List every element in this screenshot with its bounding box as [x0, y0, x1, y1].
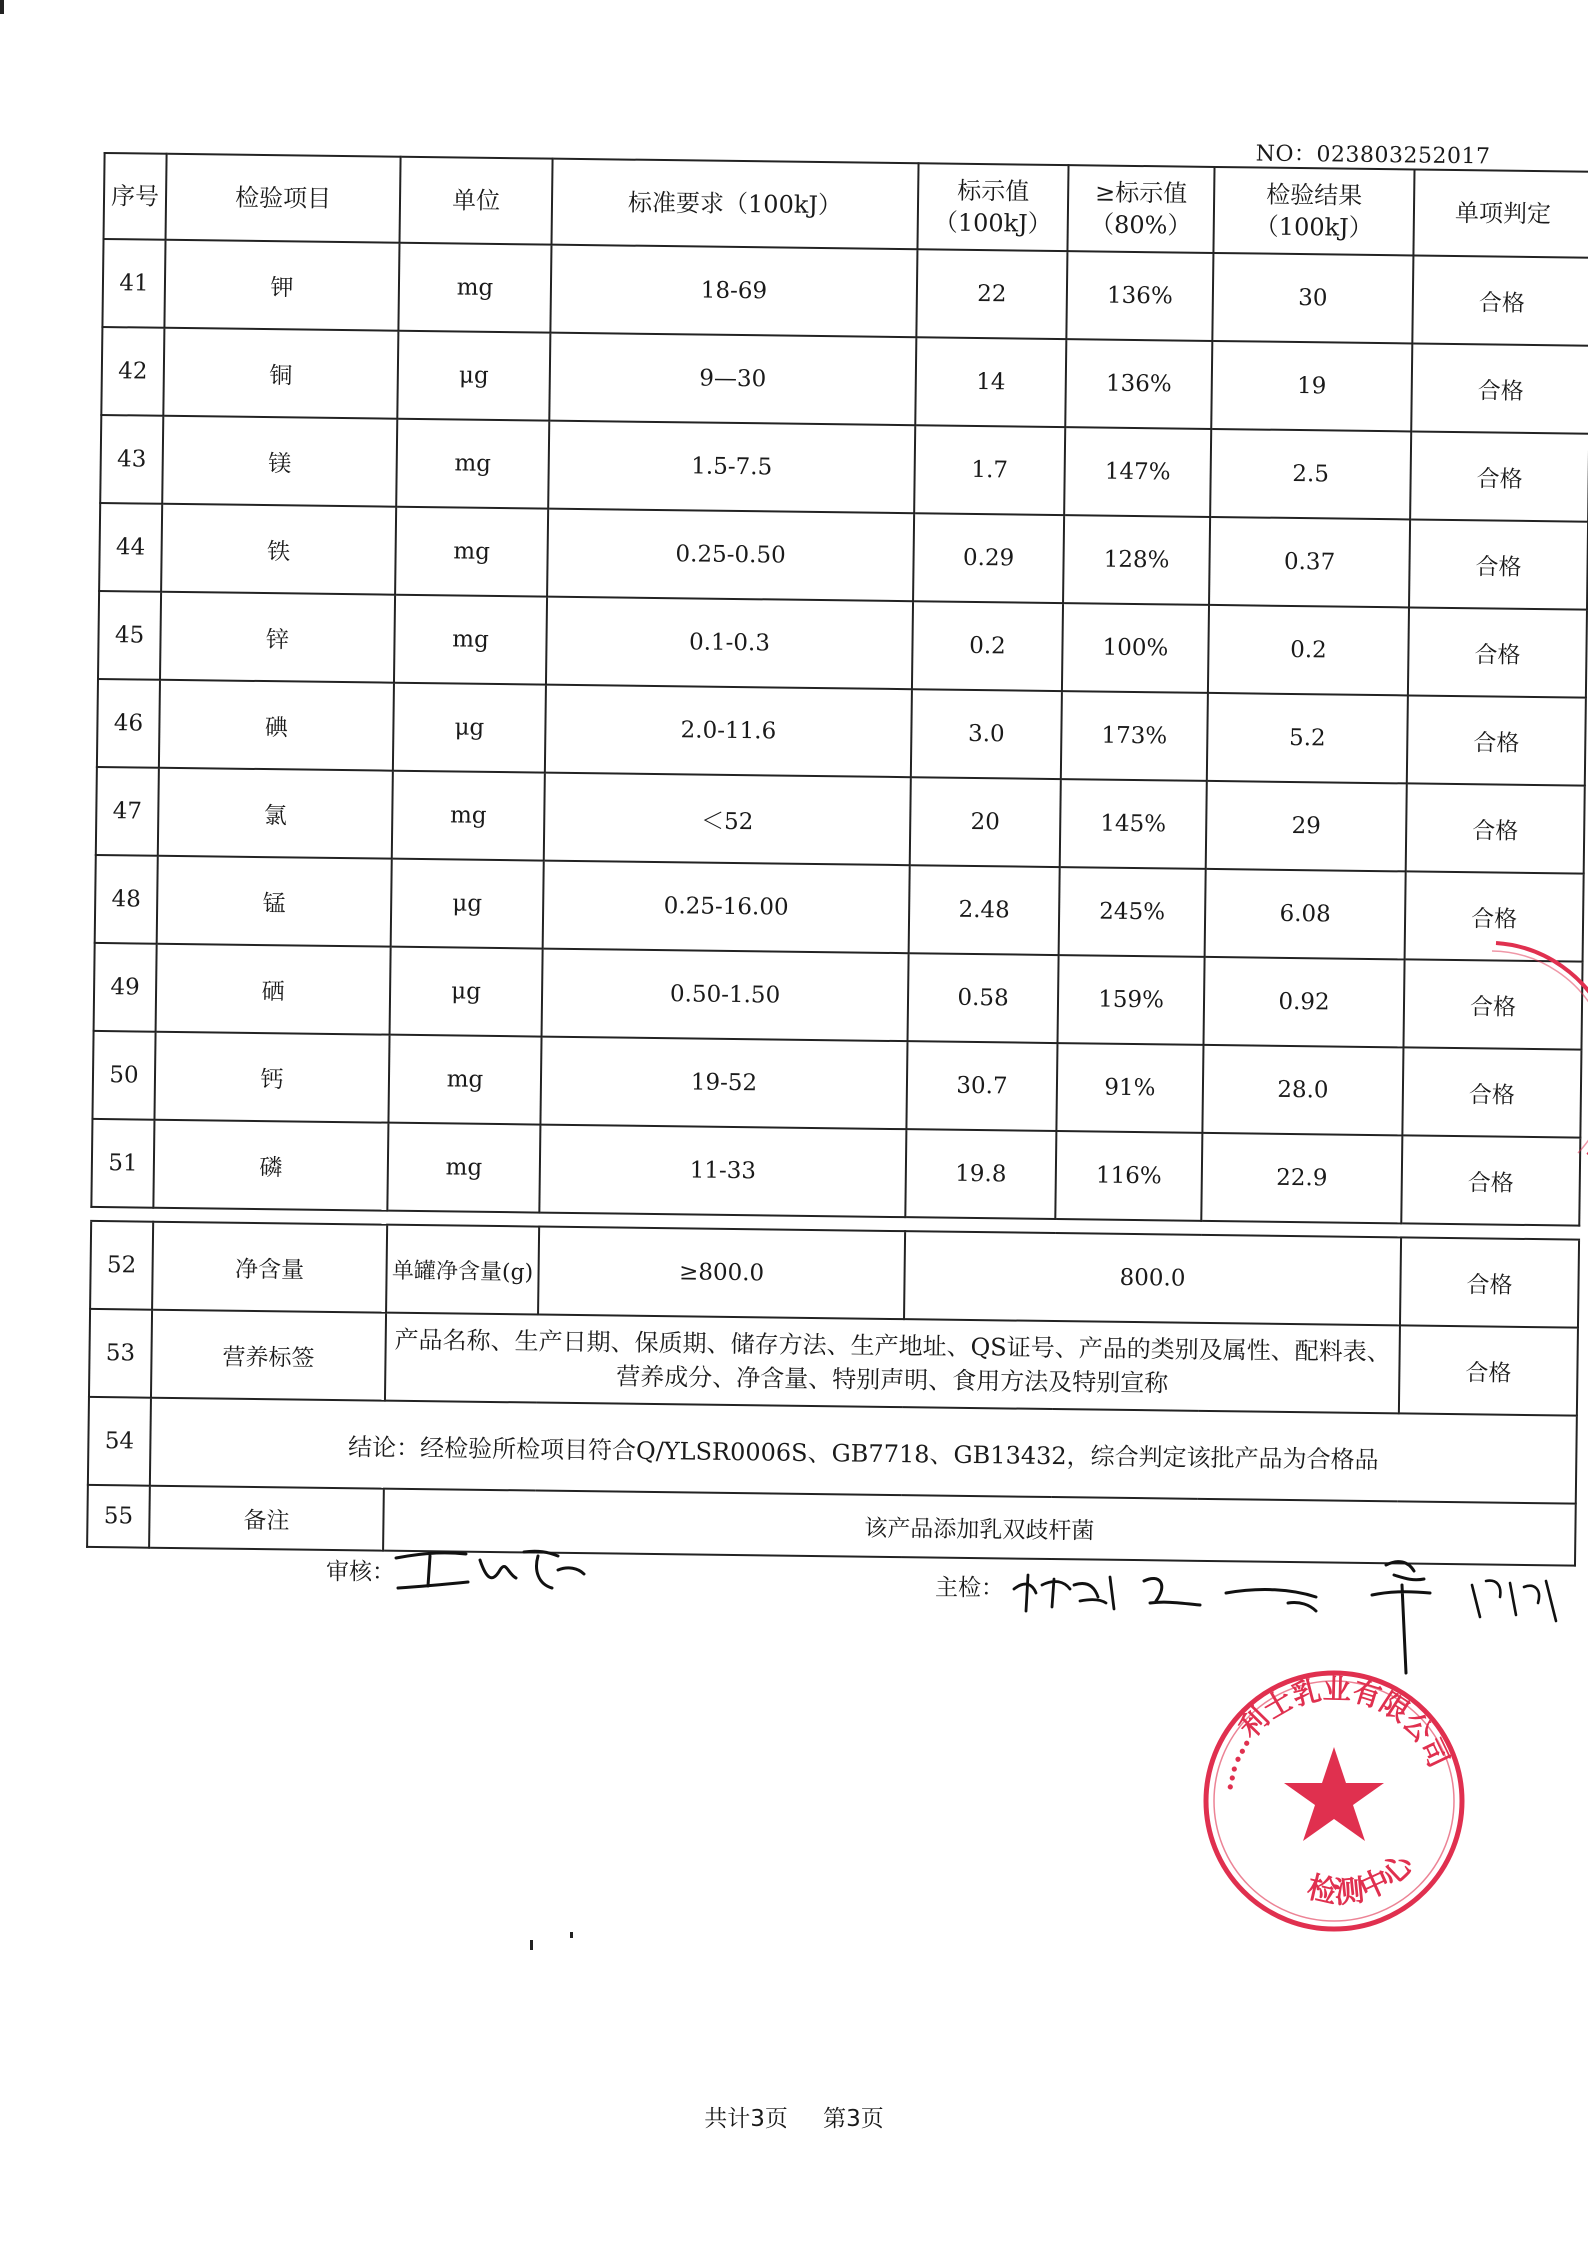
col-header: 标示值（100kJ） [917, 163, 1068, 251]
item-name: 镁 [162, 416, 397, 507]
conclusion-text: 结论：经检验所检项目符合Q/YLSR0006S、GB7718、GB13432，综合判定该批产品为合格品 [150, 1398, 1577, 1504]
percent-of-label: 159% [1058, 955, 1205, 1045]
unit: mg [387, 1123, 540, 1213]
inspection-table [86, 152, 1588, 1567]
report-number: NO：023803252017 [1255, 141, 1491, 170]
col-header: ≥标示值（80%） [1067, 165, 1214, 253]
row-number: 46 [97, 679, 160, 768]
label-value: 22 [916, 249, 1067, 339]
partial-stamp [1488, 935, 1588, 1165]
remark-text: 该产品添加乳双歧杆菌 [383, 1489, 1576, 1566]
item-name: 锌 [160, 592, 395, 683]
label-value: 30.7 [906, 1041, 1057, 1131]
percent-of-label: 116% [1055, 1131, 1202, 1221]
row-number: 49 [94, 943, 157, 1032]
unit: mg [395, 507, 548, 597]
row-number: 51 [91, 1119, 154, 1208]
percent-of-label: 145% [1060, 779, 1207, 869]
label-value: 0.29 [913, 513, 1064, 603]
verdict: 合格 [1408, 607, 1587, 697]
verdict: 合格 [1411, 343, 1588, 433]
standard: ≥800.0 [538, 1227, 905, 1320]
result: 28.0 [1202, 1045, 1403, 1136]
result: 22.9 [1201, 1133, 1402, 1224]
label-value: 2.48 [909, 865, 1060, 955]
inspection-table-sheet [86, 122, 1588, 1573]
reviewer-signature [388, 1530, 608, 1610]
row-number: 55 [87, 1485, 150, 1548]
col-header: 序号 [104, 153, 167, 240]
verdict: 合格 [1405, 871, 1584, 961]
verdict: 合格 [1409, 519, 1588, 609]
unit: mg [392, 771, 545, 861]
verdict: 合格 [1399, 1325, 1578, 1415]
percent-of-label: 147% [1064, 427, 1211, 517]
unit: mg [394, 595, 547, 685]
result: 800.0 [904, 1231, 1401, 1325]
percent-of-label: 245% [1059, 867, 1206, 957]
unit: 单罐净含量(g) [386, 1225, 539, 1315]
result: 29 [1206, 781, 1407, 872]
standard: 0.25-0.50 [547, 509, 914, 602]
verdict: 合格 [1412, 255, 1588, 345]
label-value: 19.8 [905, 1129, 1056, 1219]
standard: 0.50-1.50 [542, 949, 909, 1042]
row-number: 45 [98, 591, 161, 680]
unit: μg [390, 947, 543, 1037]
verdict: 合格 [1402, 1047, 1581, 1137]
verdict: 合格 [1401, 1135, 1580, 1225]
col-header: 单位 [400, 157, 553, 245]
item-name: 磷 [153, 1120, 388, 1211]
row-number: 42 [101, 327, 164, 416]
inspector-label: 主检： [935, 1575, 1004, 1601]
standard: 1.5-7.5 [548, 421, 915, 514]
result: 30 [1212, 253, 1413, 344]
scan-mark [570, 1932, 573, 1938]
col-header: 检验结果（100kJ） [1213, 167, 1414, 256]
result: 6.08 [1205, 869, 1406, 960]
stamp-text: ……利士乳业有限公司 [1206, 1672, 1456, 1794]
standard: 0.1-0.3 [546, 597, 913, 690]
standard: 19-52 [540, 1037, 907, 1130]
result: 2.5 [1210, 429, 1411, 520]
item-name: 营养标签 [151, 1310, 386, 1401]
label-value: 1.7 [914, 425, 1065, 515]
standard: 11-33 [539, 1125, 906, 1218]
row-number: 52 [90, 1221, 153, 1310]
standard: ＜52 [544, 773, 911, 866]
label-value: 3.0 [911, 689, 1062, 779]
standard: 2.0-11.6 [545, 685, 912, 778]
scan-mark [530, 1940, 533, 1950]
item-name: 钾 [164, 240, 399, 331]
result: 0.37 [1209, 517, 1410, 608]
percent-of-label: 91% [1056, 1043, 1203, 1133]
verdict: 合格 [1406, 783, 1585, 873]
verdict: 合格 [1410, 431, 1588, 521]
percent-of-label: 173% [1061, 691, 1208, 781]
col-header: 检验项目 [166, 154, 401, 243]
percent-of-label: 128% [1063, 515, 1210, 605]
label-value: 0.58 [908, 953, 1059, 1043]
star-icon [1284, 1747, 1384, 1841]
result: 5.2 [1207, 693, 1408, 784]
verdict: 合格 [1407, 695, 1586, 785]
row-number: 41 [102, 239, 165, 328]
reviewer-label: 审核： [326, 1559, 395, 1585]
page-footer [0, 2100, 1588, 2133]
row-number: 47 [96, 767, 159, 856]
verdict: 合格 [1403, 959, 1582, 1049]
item-name: 铁 [161, 504, 396, 595]
unit: mg [398, 243, 551, 333]
scan-mark [0, 0, 4, 14]
percent-of-label: 136% [1066, 251, 1213, 341]
verdict: 合格 [1400, 1237, 1579, 1327]
total-pages: 共计3页 [704, 2106, 788, 2132]
labeling-text: 产品名称、生产日期、保质期、储存方法、生产地址、QS证号、产品的类别及属性、配料表、营养成分、净含量、特别声明、食用方法及特别宣称 [385, 1313, 1400, 1414]
item-name: 净含量 [152, 1222, 387, 1313]
standard: 18-69 [550, 245, 917, 338]
result: 0.2 [1208, 605, 1409, 696]
col-header: 单项判定 [1413, 169, 1588, 257]
row-number: 54 [88, 1397, 151, 1486]
col-header: 标准要求（100kJ） [551, 159, 918, 250]
percent-of-label: 100% [1062, 603, 1209, 693]
unit: μg [397, 331, 550, 421]
result: 19 [1211, 341, 1412, 432]
company-stamp [1194, 1661, 1474, 1941]
current-page: 第3页 [823, 2106, 884, 2132]
unit: μg [393, 683, 546, 773]
svg-text:检测中心: 检测中心 [1303, 1847, 1421, 1912]
item-name: 铜 [163, 328, 398, 419]
item-name: 碘 [159, 680, 394, 771]
row-number: 43 [100, 415, 163, 504]
unit: mg [388, 1035, 541, 1125]
unit: mg [396, 419, 549, 509]
row-number: 53 [89, 1309, 152, 1398]
standard: 9—30 [549, 333, 916, 426]
result: 0.92 [1203, 957, 1404, 1048]
standard: 0.25-16.00 [543, 861, 910, 954]
row-number: 48 [95, 855, 158, 944]
item-name: 备注 [149, 1486, 384, 1551]
item-name: 硒 [156, 944, 391, 1035]
item-name: 锰 [157, 856, 392, 947]
unit: μg [391, 859, 544, 949]
row-number: 50 [92, 1031, 155, 1120]
inspector-signatures [1010, 1545, 1588, 1675]
label-value: 14 [915, 337, 1066, 427]
item-name: 钙 [154, 1032, 389, 1123]
label-value: 20 [910, 777, 1061, 867]
label-value: 0.2 [912, 601, 1063, 691]
row-number: 44 [99, 503, 162, 592]
item-name: 氯 [158, 768, 393, 859]
percent-of-label: 136% [1065, 339, 1212, 429]
